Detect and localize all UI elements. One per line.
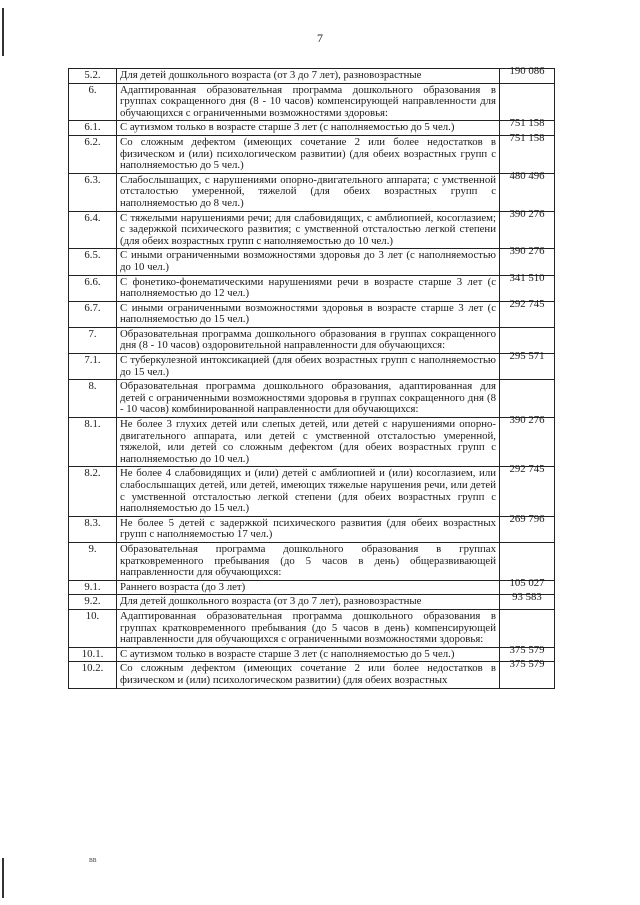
table-row [69, 83, 555, 121]
row-number: 6.1. [69, 121, 117, 136]
row-description: Раннего возраста (до 3 лет) [117, 580, 500, 595]
row-number: 6.5. [69, 249, 117, 275]
row-number: 8.2. [69, 467, 117, 516]
row-description: С аутизмом только в возрасте старше 3 лет (с наполняемостью до 5 чел.) [117, 121, 500, 136]
table-row [69, 301, 555, 327]
row-value-text: 105 027 [509, 576, 545, 589]
row-value [500, 512, 555, 542]
row-description: Адаптированная образовательная программа дошкольного образования в группах кратковременного пребывания (до 5 часов в день) компенсирующей направленности для обучающихся с ограниченными возможностями здоровья: [117, 609, 500, 647]
page-number: 7 [317, 31, 323, 45]
row-number: 6.4. [69, 211, 117, 249]
row-value-text: 751 158 [509, 131, 545, 144]
row-value-text: 390 276 [509, 207, 545, 220]
row-number: 5.2. [69, 69, 117, 84]
fee-table-body [69, 65, 555, 689]
row-number: 8.1. [69, 418, 117, 467]
table-row [69, 542, 555, 580]
row-value [500, 542, 555, 580]
row-value-text: 375 579 [509, 643, 545, 656]
row-number: 7.1. [69, 354, 117, 380]
footer-mark: вв [89, 855, 97, 864]
row-number: 9.2. [69, 595, 117, 610]
row-value [500, 350, 555, 380]
table-row [69, 467, 555, 516]
row-description: Адаптированная образовательная программа дошкольного образования в группах сокращенного дня (8 - 10 часов) компенсирующей направленности для обучающихся с ограниченными возможностями здоровья: [117, 83, 500, 121]
row-value-text: 269 796 [509, 512, 545, 525]
row-description: С иными ограниченными возможностями здоровья в возрасте старше 3 лет (с наполняемостью до 15 чел.) [117, 301, 500, 327]
table-row [69, 580, 555, 595]
table-row [69, 121, 555, 136]
row-value [500, 591, 555, 610]
table-row [69, 609, 555, 647]
row-description: Для детей дошкольного возраста (от 3 до 7 лет), разновозрастные [117, 69, 500, 84]
row-description: Образовательная программа дошкольного образования, адаптированная для детей с ограниченными возможностями здоровья в группах сокращенного дня (8 - 10 часов) комбинированной направленности для обучающихся: [117, 380, 500, 418]
row-number: 9.1. [69, 580, 117, 595]
row-description: С аутизмом только в возрасте старше 3 лет (с наполняемостью до 5 чел.) [117, 647, 500, 662]
table-row [69, 211, 555, 249]
row-number: 9. [69, 542, 117, 580]
row-value-text: 390 276 [509, 414, 545, 427]
row-value-text: 292 745 [509, 297, 545, 310]
row-description: Слабослышащих, с нарушениями опорно-двигательного аппарата; с умственной отсталостью умеренной, тяжелой (для обеих возрастных групп с наполняемостью до 8 чел.) [117, 173, 500, 211]
table-row [69, 354, 555, 380]
row-description: Со сложным дефектом (имеющих сочетание 2 или более недостатков в физическом и (или) психологическом развитии) (для обеих возрастных [117, 662, 500, 688]
row-value-text: 390 276 [509, 245, 545, 258]
table-row [69, 380, 555, 418]
table-row [69, 249, 555, 275]
table-row [69, 516, 555, 542]
row-value-text: 295 571 [509, 350, 545, 363]
table-row [69, 662, 555, 688]
row-description: Не более 3 глухих детей или слепых детей, или детей с нарушениями опорно-двигательного аппарата, или детей с умственной отсталостью умеренной, тяжелой, или детей со сложным дефектом (для обеих возрастных групп с наполняемостью до 10 чел.) [117, 418, 500, 467]
table-row [69, 275, 555, 301]
table-row [69, 595, 555, 610]
row-value [500, 463, 555, 516]
row-number: 7. [69, 327, 117, 353]
row-number: 6.2. [69, 135, 117, 173]
row-number: 8. [69, 380, 117, 418]
row-description: Не более 4 слабовидящих и (или) детей с амблиопией и (или) косоглазием, или слабослышащих детей, или детей, имеющих тяжелые нарушения речи, или детей с умственной отсталостью легкой степени (для обеих возрастных групп с наполняемостью до 15 чел.) [117, 467, 500, 516]
row-value-text: 93 583 [512, 591, 542, 604]
row-value [500, 414, 555, 467]
row-number: 10. [69, 609, 117, 647]
row-description: С иными ограниченными возможностями здоровья до 3 лет (с наполняемостью до 10 чел.) [117, 249, 500, 275]
fee-table [68, 65, 555, 689]
row-number: 10.1. [69, 647, 117, 662]
row-description: Образовательная программа дошкольного образования в группах кратковременного пребывания (до 5 часов в день) общеразвивающей направленности для обучающихся: [117, 542, 500, 580]
row-value [500, 83, 555, 121]
row-number: 6. [69, 83, 117, 121]
row-value [500, 65, 555, 84]
row-description: С фонетико-фонематическими нарушениями речи в возрасте старше 3 лет (с наполняемостью до 12 чел.) [117, 275, 500, 301]
row-value-text: 292 745 [509, 463, 545, 476]
row-description: С туберкулезной интоксикацией (для обеих возрастных групп с наполняемостью до 15 чел.) [117, 354, 500, 380]
row-value [500, 380, 555, 418]
table-row [69, 647, 555, 662]
row-number: 8.3. [69, 516, 117, 542]
row-number: 10.2. [69, 662, 117, 688]
table-row [69, 135, 555, 173]
row-description: Образовательная программа дошкольного образования в группах сокращенного дня (8 - 10 часов) оздоровительной направленности для обучающихся: [117, 327, 500, 353]
table-row [69, 173, 555, 211]
row-description: Не более 5 детей с задержкой психического развития (для обеих возрастных групп с наполняемостью 17 чел.) [117, 516, 500, 542]
scan-edge-mark-bottom [2, 858, 4, 898]
row-value-text: 341 510 [509, 271, 545, 284]
row-value-text: 480 496 [509, 169, 545, 182]
row-value [500, 207, 555, 249]
row-value [500, 297, 555, 327]
row-description: С тяжелыми нарушениями речи; для слабовидящих, с амблиопией, косоглазием; с задержкой психического развития; с умственной отсталостью легкой степени (для обеих возрастных групп с наполняемостью до 10 чел.) [117, 211, 500, 249]
row-value-text: 751 158 [509, 117, 545, 130]
row-value [500, 169, 555, 211]
table-row [69, 418, 555, 467]
row-description: Со сложным дефектом (имеющих сочетание 2 или более недостатков в физическом и (или) психологическом развитии) (для обеих возрастных групп с наполняемостью до 5 чел.) [117, 135, 500, 173]
row-number: 6.6. [69, 275, 117, 301]
row-description: Для детей дошкольного возраста (от 3 до 7 лет), разновозрастные [117, 595, 500, 610]
row-value [500, 131, 555, 173]
row-value [500, 658, 555, 688]
table-row [69, 69, 555, 84]
row-value-text: 375 579 [509, 658, 545, 671]
row-number: 6.3. [69, 173, 117, 211]
row-number: 6.7. [69, 301, 117, 327]
row-value [500, 609, 555, 647]
row-value-text: 190 086 [509, 65, 545, 77]
table-row [69, 327, 555, 353]
